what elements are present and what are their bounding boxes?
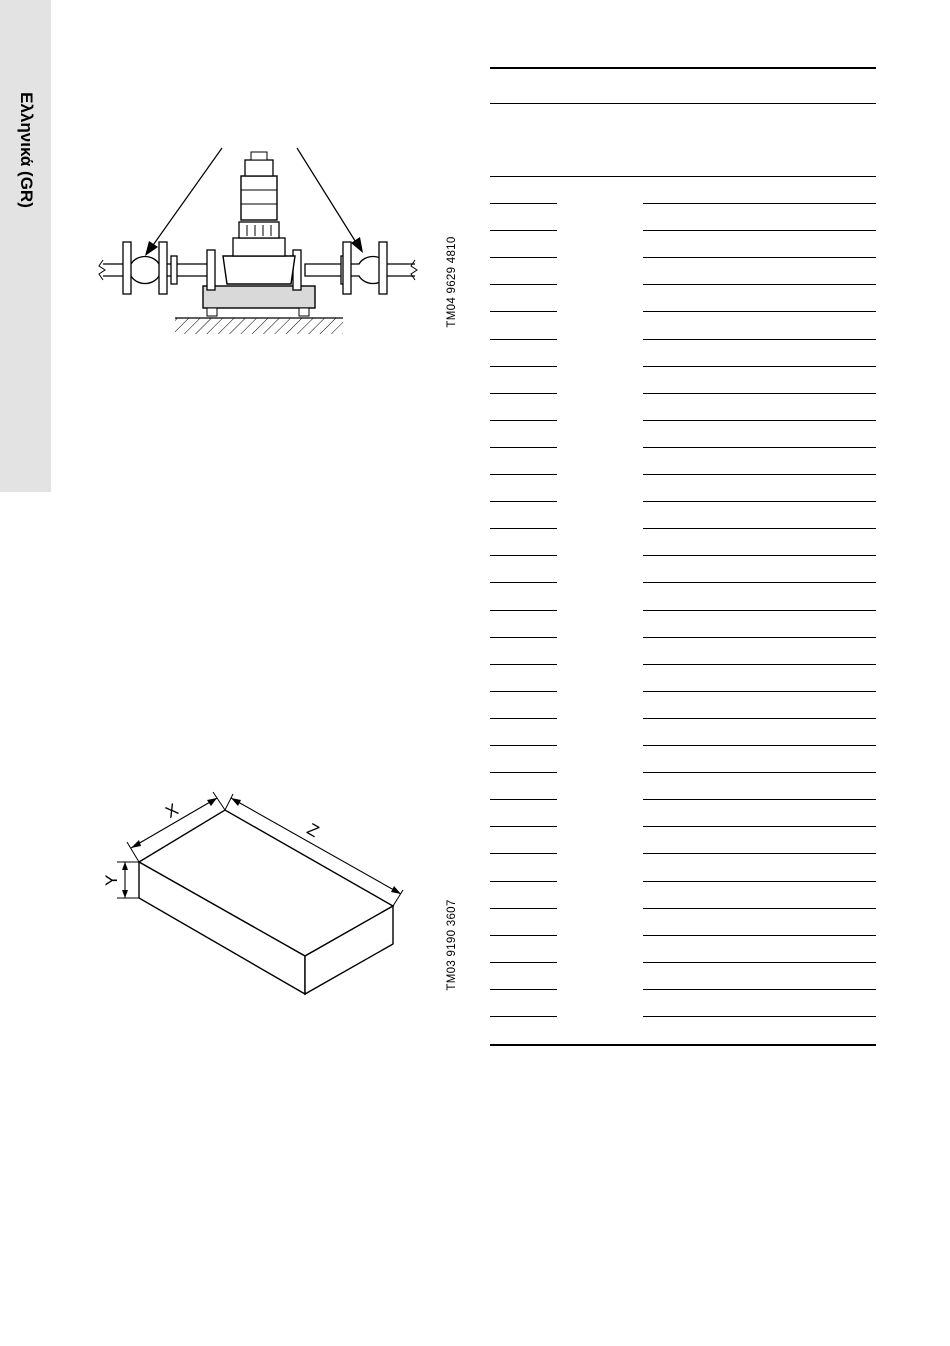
- table-row-rule-left: [490, 853, 557, 854]
- table-row-rule-left: [490, 718, 557, 719]
- table-row-rule-left: [490, 203, 557, 204]
- table-row-rule-right: [643, 908, 876, 909]
- table-row-rule-right: [643, 230, 876, 231]
- table-row-rule-right: [643, 745, 876, 746]
- table-row-rule-right: [643, 582, 876, 583]
- table-row-rule-right: [643, 339, 876, 340]
- table-row-rule-left: [490, 881, 557, 882]
- table-row-rule-right: [643, 989, 876, 990]
- table-row-rule-right: [643, 555, 876, 556]
- table-row-rule-right: [643, 447, 876, 448]
- table-row-rule-right: [643, 853, 876, 854]
- table-row-rule-right: [643, 610, 876, 611]
- table-row-rule-right: [643, 826, 876, 827]
- table-row-rule-right: [643, 664, 876, 665]
- table-row-rule-right: [643, 311, 876, 312]
- table-row-rule-left: [490, 501, 557, 502]
- table-row-rule-left: [490, 935, 557, 936]
- table-row-rule-left: [490, 284, 557, 285]
- table-row-rule-left: [490, 339, 557, 340]
- table-row-rule-right: [643, 718, 876, 719]
- dimension-label-z: Z: [303, 819, 323, 842]
- table-row-rule-right: [643, 366, 876, 367]
- table-row-rule-left: [490, 962, 557, 963]
- table-row-rule-left: [490, 691, 557, 692]
- table-row-rule-right: [643, 393, 876, 394]
- table-row-rule-right: [643, 528, 876, 529]
- table-row-rule-left: [490, 799, 557, 800]
- table-top-rule: [490, 67, 876, 69]
- table-row-rule-left: [490, 555, 557, 556]
- table-row-rule-left: [490, 664, 557, 665]
- table-row-rule-left: [490, 474, 557, 475]
- table-row-rule-left: [490, 447, 557, 448]
- table-row-rule-right: [643, 257, 876, 258]
- table-row-rule-right: [643, 772, 876, 773]
- table-row-rule-left: [490, 311, 557, 312]
- table-row-rule-left: [490, 528, 557, 529]
- ground-hatch: [175, 318, 343, 334]
- table-row-rule-right: [643, 881, 876, 882]
- table-row-rule-left: [490, 393, 557, 394]
- table-row-rule-left: [490, 826, 557, 827]
- table-row-rule-left: [490, 257, 557, 258]
- table-header-bottom-rule: [490, 176, 876, 177]
- language-tab[interactable]: [0, 0, 51, 492]
- table-row-rule-right: [643, 962, 876, 963]
- pump-installation-figure: [95, 140, 425, 340]
- table-row-rule-left: [490, 420, 557, 421]
- table-row-rule-right: [643, 203, 876, 204]
- table-row-rule-right: [643, 474, 876, 475]
- figure-code-foundation: TM03 9190 3607: [446, 899, 458, 991]
- table-row-rule-left: [490, 366, 557, 367]
- foundation-figure: [95, 780, 425, 1010]
- table-row-rule-left: [490, 582, 557, 583]
- language-tab-label: Ελληνικά (GR): [17, 92, 36, 208]
- dimension-label-x: X: [162, 799, 182, 822]
- table-row-rule-right: [643, 799, 876, 800]
- table-row-rule-right: [643, 420, 876, 421]
- table-row-rule-left: [490, 1016, 557, 1017]
- figure-code-pump: TM04 9629 4810: [446, 236, 458, 328]
- table-row-rule-right: [643, 935, 876, 936]
- table-row-rule-right: [643, 501, 876, 502]
- table-header-rule: [490, 103, 876, 104]
- table-row-rule-right: [643, 1016, 876, 1017]
- table-bottom-rule: [490, 1044, 876, 1046]
- table-row-rule-right: [643, 691, 876, 692]
- table-row-rule-right: [643, 637, 876, 638]
- table-row-rule-left: [490, 637, 557, 638]
- table-row-rule-left: [490, 908, 557, 909]
- table-row-rule-left: [490, 610, 557, 611]
- table-row-rule-left: [490, 989, 557, 990]
- dimension-label-y: Y: [102, 874, 121, 886]
- table-row-rule-left: [490, 772, 557, 773]
- table-row-rule-left: [490, 230, 557, 231]
- table-row-rule-left: [490, 745, 557, 746]
- table-row-rule-right: [643, 284, 876, 285]
